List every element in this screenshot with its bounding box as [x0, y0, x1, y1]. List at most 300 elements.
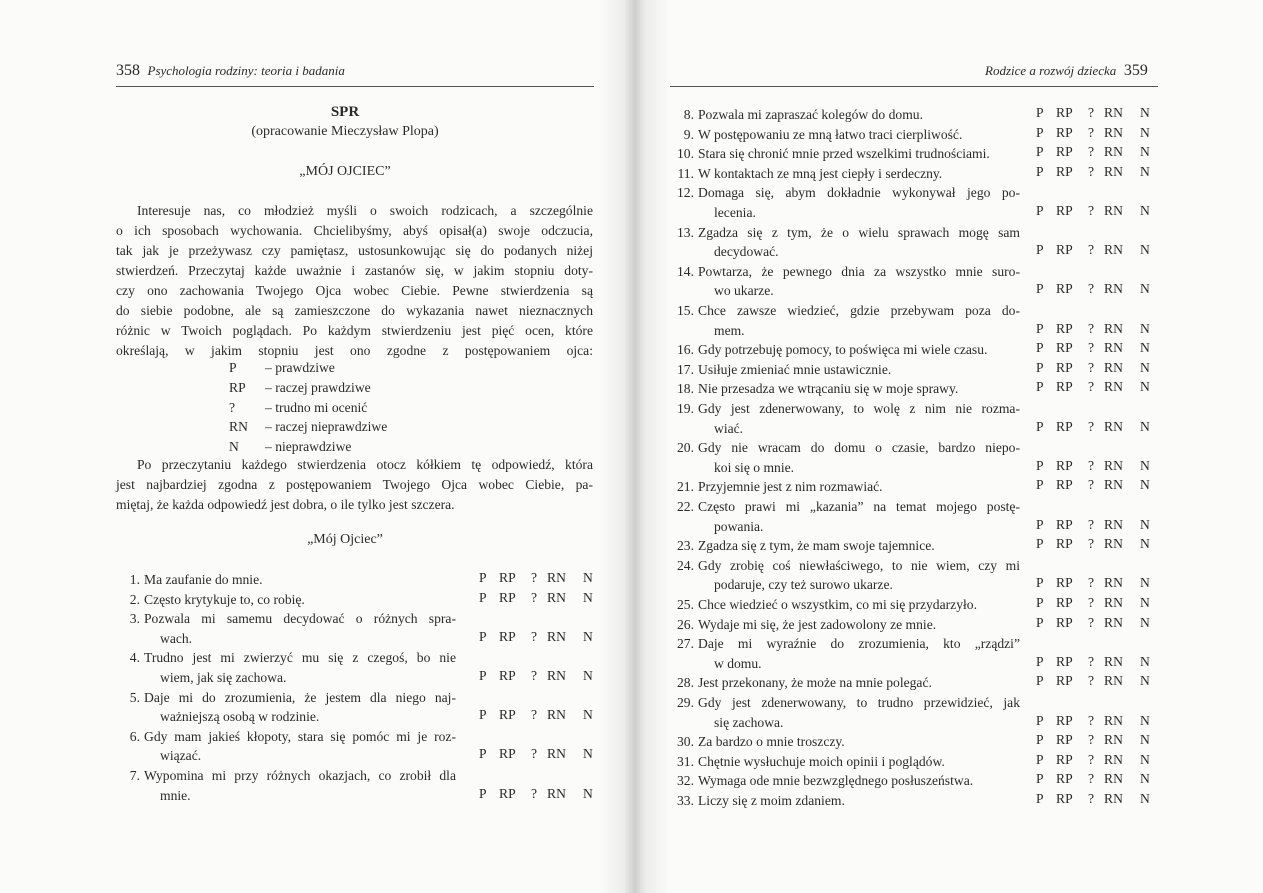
scale-option-q: ? [1088, 732, 1095, 748]
scale-option-rp: RP [1056, 653, 1073, 669]
question-item [670, 340, 1170, 360]
question-item [670, 164, 1170, 184]
item-text-line: Ma zaufanie do mnie. [144, 572, 263, 587]
legend-meaning: – nieprawdziwe [265, 439, 352, 455]
item-number: 29. [677, 695, 694, 710]
left-running-head [116, 62, 345, 80]
item-number: 8. [683, 107, 694, 122]
scale-option-rp: RP [1056, 477, 1073, 493]
scale-option-n: N [1140, 477, 1150, 493]
scale-option-p: P [1036, 516, 1044, 532]
scale-option-q: ? [1088, 203, 1095, 218]
item-number: 26. [677, 616, 694, 632]
question-item [670, 752, 1170, 772]
item-text-line: decydować. [714, 244, 779, 260]
scale-option-p: P [1036, 163, 1044, 179]
item-text-line: Daje mi wyraźnie do zrozumienia, kto „rządzi” [698, 636, 1020, 652]
question-item [670, 379, 1170, 399]
question-item [670, 223, 1170, 262]
scale-option-q: ? [531, 785, 538, 801]
legend-code: RP [229, 379, 246, 395]
scale-option-p: P [1036, 144, 1044, 160]
scale-option-p: P [1036, 477, 1044, 493]
scale-option-rn: RN [1104, 379, 1123, 395]
item-number: 18. [677, 381, 694, 397]
scale-option-rn: RN [1104, 457, 1123, 473]
scale-option-p: P [1036, 105, 1044, 120]
scale-option-n: N [1140, 379, 1150, 395]
scale-option-q: ? [1088, 614, 1095, 630]
scale-option-n: N [1140, 144, 1150, 160]
item-text-line: Za bardzo o mnie troszczy. [698, 734, 845, 750]
item-text-line: wo ukarze. [714, 283, 774, 299]
item-text-line: ważniejszą osobą w rodzinie. [160, 709, 320, 725]
questionnaire-heading: SPR [330, 104, 360, 120]
instruction-line: miętaj, że każda odpowiedź jest dobra, o ile tylko jest szczera. [116, 497, 455, 512]
scale-option-n: N [583, 628, 593, 644]
scale-option-p: P [1036, 732, 1044, 748]
item-text-line: koi się o mnie. [714, 459, 795, 475]
item-number: 28. [677, 675, 694, 691]
scale-option-rn: RN [1104, 124, 1123, 140]
item-text-line: Nie przesadza we wtrącaniu się w moje sprawy. [698, 381, 959, 397]
scale-option-rn: RN [1104, 516, 1123, 532]
scale-option-rp: RP [1056, 673, 1073, 689]
legend-row [229, 437, 351, 456]
scale-option-rp: RP [1056, 124, 1073, 140]
item-text-line: Pozwala mi samemu decydować o różnych spra- [144, 611, 456, 627]
scale-option-n: N [1140, 653, 1150, 669]
scale-option-rp: RP [1056, 575, 1073, 591]
scale-option-p: P [479, 668, 487, 683]
item-number: 2. [129, 591, 140, 607]
scale-option-rn: RN [1104, 536, 1123, 552]
scale-option-q: ? [1088, 751, 1095, 767]
legend-code: RN [229, 419, 248, 435]
question-item [670, 125, 1170, 145]
scale-option-q: ? [531, 746, 538, 762]
item-text-line: Wypomina mi przy różnych okazjach, co zrobił dla [144, 768, 456, 783]
scale-option-n: N [1140, 673, 1150, 689]
scale-option-p: P [479, 589, 487, 605]
scale-option-p: P [479, 570, 487, 585]
scale-option-q: ? [1088, 516, 1095, 532]
scale-option-p: P [1036, 614, 1044, 630]
scale-option-rn: RN [1104, 751, 1123, 767]
scale-option-rp: RP [1056, 732, 1073, 748]
question-item [670, 615, 1170, 635]
section-title: „Mój Ojciec” [307, 532, 383, 547]
item-text-line: Daje mi do zrozumienia, że jestem dla niego naj- [144, 689, 456, 705]
scale-option-p: P [1036, 673, 1044, 689]
intro-line: różnic w Twoich poglądach. Po każdym stwierdzeniu jest pięć ocen, które [116, 323, 593, 338]
legend-code: P [229, 360, 237, 375]
scale-option-rn: RN [547, 589, 566, 605]
item-text-line: Często krytykuje to, co robię. [144, 591, 305, 607]
scale-option-p: P [1036, 653, 1044, 669]
scale-option-rp: RP [1056, 163, 1073, 179]
scale-option-q: ? [1088, 379, 1095, 395]
item-text-line: mem. [714, 322, 745, 338]
item-text-line: wiem, jak się zachowa. [160, 669, 287, 685]
item-text-line: w domu. [714, 655, 762, 671]
scale-option-q: ? [1088, 359, 1095, 375]
scale-option-n: N [583, 785, 593, 801]
scale-option-q: ? [1088, 791, 1095, 806]
legend-meaning: – prawdziwe [265, 360, 335, 375]
item-text-line: Gdy zrobię coś niewłaściwego, to nie wiem, czy mi [698, 557, 1020, 573]
item-number: 4. [129, 650, 140, 666]
scale-option-p: P [479, 785, 487, 801]
scale-option-n: N [1140, 340, 1150, 356]
scale-option-p: P [1036, 712, 1044, 728]
scale-option-p: P [1036, 595, 1044, 610]
question-item [670, 360, 1170, 380]
legend-code: ? [229, 399, 236, 415]
scale-option-n: N [1140, 575, 1150, 591]
item-text-line: Często prawi mi „kazania” na temat mojego postę- [698, 499, 1020, 514]
right-running-head [985, 62, 1148, 80]
scale-option-rn: RN [1104, 771, 1123, 787]
item-text-line: Wydaje mi się, że jest zadowolony ze mnie. [698, 616, 937, 632]
question-item [670, 262, 1170, 301]
item-text-line: Stara się chronić mnie przed wszelkimi trudnościami. [698, 146, 990, 162]
scale-option-rp: RP [499, 707, 516, 723]
scale-option-p: P [1036, 340, 1044, 356]
scale-option-rn: RN [1104, 163, 1123, 179]
left-header-rule [116, 86, 594, 87]
item-number: 31. [677, 753, 694, 769]
scale-option-q: ? [1088, 673, 1095, 689]
item-number: 1. [129, 572, 140, 587]
scale-option-p: P [1036, 320, 1044, 336]
scale-option-rp: RP [1056, 457, 1073, 473]
scale-option-n: N [1140, 320, 1150, 336]
scale-option-n: N [1140, 791, 1150, 806]
question-item [670, 183, 1170, 222]
scale-option-n: N [1140, 105, 1150, 120]
scale-option-rn: RN [1104, 359, 1123, 375]
scale-option-p: P [1036, 124, 1044, 140]
scale-option-p: P [479, 707, 487, 723]
intro-line: określają, w jakim stopniu jest ono zgodne z postępowaniem ojca: [116, 343, 593, 358]
scale-option-rp: RP [1056, 242, 1073, 258]
scale-option-rn: RN [1104, 242, 1123, 258]
item-text-line: Jest przekonany, że może na mnie polegać. [698, 675, 932, 691]
intro-line: do siebie podobne, ale są zamieszczone do wykazania nawet nieznacznych [116, 303, 593, 318]
question-item [670, 497, 1170, 536]
question-item [670, 399, 1170, 438]
scale-option-rp: RP [1056, 144, 1073, 160]
scale-option-n: N [1140, 595, 1150, 610]
scale-option-rp: RP [1056, 614, 1073, 630]
scale-option-q: ? [1088, 320, 1095, 336]
legend-row [229, 358, 335, 377]
question-item [670, 732, 1170, 752]
item-number: 17. [677, 361, 694, 377]
right-header-rule [670, 86, 1158, 87]
scale-option-rn: RN [1104, 712, 1123, 728]
scale-option-rn: RN [1104, 418, 1123, 434]
scale-option-q: ? [531, 589, 538, 605]
scale-option-rp: RP [1056, 595, 1073, 610]
scale-option-p: P [1036, 457, 1044, 473]
questionnaire-subtitle: „MÓJ OJCIEC” [299, 164, 391, 179]
intro-line: stwierdzeń. Przeczytaj każde uważnie i zastanów się, w jakim stopniu doty- [116, 263, 593, 278]
item-text-line: W kontaktach ze mną jest ciepły i serdeczny. [698, 165, 943, 181]
scale-option-p: P [1036, 791, 1044, 806]
scale-option-p: P [1036, 575, 1044, 591]
item-text-line: Chce zawsze wiedzieć, gdzie przebywam poza do- [698, 303, 1020, 318]
scale-option-q: ? [1088, 457, 1095, 473]
item-number: 14. [677, 263, 694, 279]
scale-option-rn: RN [547, 570, 566, 585]
scale-option-rn: RN [1104, 653, 1123, 669]
scale-option-rn: RN [1104, 595, 1123, 610]
scale-option-rp: RP [1056, 379, 1073, 395]
item-text-line: wiać. [714, 420, 744, 436]
scale-option-n: N [1140, 281, 1150, 297]
scale-option-q: ? [1088, 771, 1095, 787]
item-number: 10. [677, 146, 694, 162]
item-number: 11. [677, 165, 694, 181]
scale-option-n: N [583, 746, 593, 762]
scale-option-p: P [479, 628, 487, 644]
scale-option-rp: RP [499, 589, 516, 605]
scale-option-rp: RP [1056, 771, 1073, 787]
left-page-number: 358 [116, 62, 140, 79]
item-text-line: wach. [160, 630, 193, 646]
instruction-line: jest najbardziej zgodna z postępowaniem Twojego Ojca wobec Ciebie, pa- [116, 477, 593, 492]
question-item [670, 301, 1170, 340]
item-text-line: mnie. [160, 787, 191, 803]
scale-option-q: ? [1088, 653, 1095, 669]
item-number: 13. [677, 224, 694, 240]
scale-option-rp: RP [1056, 359, 1073, 375]
item-text-line: podaruje, czy też surowo ukarze. [714, 577, 893, 593]
item-text-line: Zgadza się z tym, że mam swoje tajemnice. [698, 538, 935, 554]
scale-option-rn: RN [1104, 105, 1123, 120]
right-running-title: Rodzice a rozwój dziecka [985, 63, 1117, 78]
intro-line: o ich sposobach wychowania. Chcielibyśmy, abyś opisał(a) swoje odczucia, [116, 223, 593, 238]
item-number: 32. [677, 773, 694, 789]
scale-option-p: P [1036, 536, 1044, 552]
item-text-line: Chętnie wysłuchuje moich opinii i poglądów. [698, 753, 945, 769]
right-page-number: 359 [1123, 62, 1148, 79]
left-running-title: Psychologia rodziny: teoria i badania [147, 63, 345, 78]
scale-option-rp: RP [1056, 203, 1073, 218]
scale-option-n: N [1140, 124, 1150, 140]
legend-row [229, 398, 367, 417]
intro-line: Interesuje nas, co młodzież myśli o swoich rodzicach, a szczególnie [137, 203, 593, 218]
scale-option-rp: RP [1056, 105, 1073, 120]
scale-option-p: P [1036, 203, 1044, 218]
item-number: 5. [129, 689, 140, 705]
scale-option-q: ? [1088, 242, 1095, 258]
item-text-line: Przyjemnie jest z nim rozmawiać. [698, 479, 883, 495]
scale-option-rn: RN [1104, 575, 1123, 591]
question-item [670, 556, 1170, 595]
scale-option-rn: RN [1104, 477, 1123, 493]
item-number: 30. [677, 734, 694, 750]
intro-line: czy ono zachowania Twojego Ojca wobec Ciebie. Pewne stwierdzenia są [116, 283, 593, 298]
scale-option-rp: RP [1056, 751, 1073, 767]
scale-option-n: N [1140, 771, 1150, 787]
scale-option-n: N [1140, 516, 1150, 532]
item-text-line: Domaga się, abym dokładnie wykonywał jego po- [698, 185, 1020, 201]
question-item [670, 144, 1170, 164]
scale-option-q: ? [1088, 340, 1095, 356]
item-text-line: Pozwala mi zapraszać kolegów do domu. [698, 107, 923, 122]
item-text-line: Chce wiedzieć o wszystkim, co mi się przydarzyło. [698, 597, 977, 612]
scale-option-n: N [1140, 418, 1150, 434]
scale-option-p: P [1036, 418, 1044, 434]
question-item [670, 791, 1170, 811]
item-text-line: powania. [714, 518, 764, 534]
item-number: 12. [677, 185, 694, 201]
scale-option-rp: RP [499, 785, 516, 801]
legend-meaning: – raczej prawdziwe [265, 379, 371, 395]
item-number: 16. [677, 342, 694, 358]
item-number: 25. [677, 597, 694, 612]
item-number: 9. [683, 126, 694, 142]
item-text-line: Gdy jest zdenerwowany, to trudno przewidzieć, jak [698, 695, 1020, 710]
legend-code: N [229, 439, 239, 455]
question-item [670, 105, 1170, 125]
item-number: 24. [677, 557, 694, 573]
scale-option-rp: RP [499, 668, 516, 683]
scale-option-n: N [583, 589, 593, 605]
scale-option-rp: RP [499, 570, 516, 585]
scale-option-q: ? [531, 707, 538, 723]
question-item [670, 477, 1170, 497]
question-item [670, 595, 1170, 615]
scale-option-n: N [1140, 203, 1150, 218]
scale-option-q: ? [1088, 105, 1095, 120]
item-number: 7. [129, 768, 140, 783]
item-text-line: lecenia. [714, 204, 756, 220]
scale-option-rn: RN [1104, 320, 1123, 336]
item-text-line: Gdy potrzebuję pomocy, to poświęca mi wiele czasu. [698, 342, 988, 358]
scale-option-n: N [1140, 712, 1150, 728]
scale-option-rn: RN [1104, 340, 1123, 356]
question-item [670, 634, 1170, 673]
item-number: 21. [677, 479, 694, 495]
scale-option-rp: RP [1056, 418, 1073, 434]
scale-option-q: ? [1088, 536, 1095, 552]
scale-option-n: N [583, 668, 593, 683]
question-item [670, 536, 1170, 556]
scale-option-p: P [1036, 751, 1044, 767]
author-line: (opracowanie Mieczysław Plopa) [251, 124, 439, 139]
scale-option-q: ? [1088, 477, 1095, 493]
right-page [640, 0, 1263, 893]
item-text-line: Gdy mam jakieś kłopoty, stara się pomóc mi je roz- [144, 728, 456, 744]
question-item [670, 673, 1170, 693]
scale-option-q: ? [1088, 575, 1095, 591]
item-text-line: wiązać. [160, 748, 202, 764]
scale-option-rn: RN [547, 785, 566, 801]
scale-option-rp: RP [1056, 712, 1073, 728]
left-page [0, 0, 625, 893]
scale-option-rn: RN [1104, 791, 1123, 806]
scale-option-q: ? [531, 570, 538, 585]
scale-option-rn: RN [1104, 203, 1123, 218]
scale-option-rp: RP [1056, 516, 1073, 532]
scale-option-q: ? [1088, 124, 1095, 140]
item-text-line: Gdy jest zdenerwowany, to wolę z nim nie rozma- [698, 401, 1020, 416]
item-number: 20. [677, 440, 694, 456]
scale-option-n: N [1140, 163, 1150, 179]
item-number: 22. [677, 499, 694, 514]
scale-option-rp: RP [1056, 536, 1073, 552]
scale-option-q: ? [1088, 144, 1095, 160]
item-number: 23. [677, 538, 694, 554]
scale-option-n: N [583, 570, 593, 585]
item-text-line: Zgadza się z tym, że o wielu sprawach mogę sam [698, 224, 1020, 240]
scale-option-n: N [1140, 751, 1150, 767]
question-item [670, 771, 1170, 791]
item-number: 19. [677, 401, 694, 416]
scale-option-rn: RN [547, 628, 566, 644]
item-text-line: Trudno jest mi zwierzyć mu się z czegoś, bo nie [144, 650, 456, 666]
scale-option-rn: RN [547, 746, 566, 762]
scale-option-rp: RP [1056, 340, 1073, 356]
item-text-line: W postępowaniu ze mną łatwo traci cierpliwość. [698, 126, 963, 142]
scale-option-q: ? [1088, 712, 1095, 728]
item-text-line: Wymaga ode mnie bezwzględnego posłuszeństwa. [698, 773, 974, 789]
scale-option-rn: RN [547, 707, 566, 723]
item-number: 27. [677, 636, 694, 652]
question-item [670, 438, 1170, 477]
scale-option-p: P [479, 746, 487, 762]
item-number: 3. [129, 611, 140, 627]
legend-row [229, 417, 387, 436]
item-text-line: Liczy się z moim zdaniem. [698, 793, 845, 808]
scale-option-n: N [1140, 732, 1150, 748]
legend-meaning: – raczej nieprawdziwe [265, 419, 388, 435]
item-text-line: się zachowa. [714, 714, 784, 730]
scale-option-p: P [1036, 379, 1044, 395]
scale-option-rn: RN [547, 668, 566, 683]
legend-meaning: – trudno mi ocenić [265, 399, 368, 415]
scale-option-q: ? [1088, 281, 1095, 297]
scale-option-n: N [1140, 536, 1150, 552]
scale-option-rn: RN [1104, 673, 1123, 689]
scale-option-rp: RP [1056, 791, 1073, 806]
scale-option-n: N [1140, 242, 1150, 258]
scale-option-rp: RP [499, 628, 516, 644]
item-number: 6. [129, 728, 140, 744]
scale-option-p: P [1036, 771, 1044, 787]
scale-option-rn: RN [1104, 144, 1123, 160]
scale-option-p: P [1036, 359, 1044, 375]
scale-option-rp: RP [1056, 281, 1073, 297]
item-number: 15. [677, 303, 694, 318]
scale-option-q: ? [1088, 418, 1095, 434]
scale-option-q: ? [1088, 163, 1095, 179]
scale-option-n: N [1140, 614, 1150, 630]
scale-option-rn: RN [1104, 732, 1123, 748]
item-text-line: Gdy nie wracam do domu o czasie, bardzo niepo- [698, 440, 1020, 456]
scale-option-rp: RP [499, 746, 516, 762]
scale-option-q: ? [531, 668, 538, 683]
scale-option-q: ? [531, 628, 538, 644]
scale-option-rp: RP [1056, 320, 1073, 336]
question-item [670, 693, 1170, 732]
scale-option-q: ? [1088, 595, 1095, 610]
scale-option-rn: RN [1104, 281, 1123, 297]
